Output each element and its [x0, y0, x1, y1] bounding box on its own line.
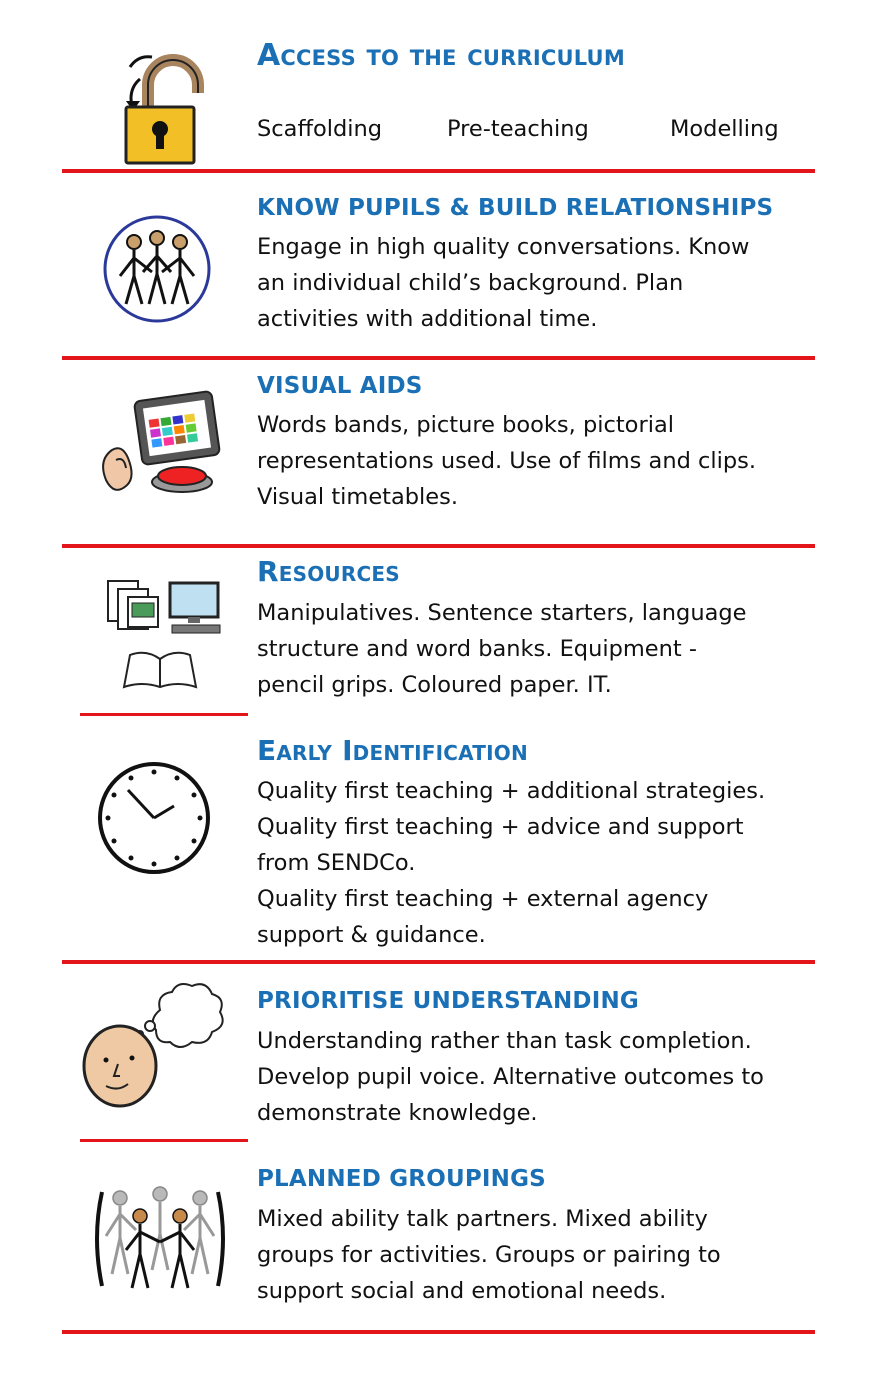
thinking-face-icon — [80, 982, 224, 1110]
body-line: Mixed ability talk partners. Mixed ability — [257, 1206, 708, 1232]
section-heading: KNOW PUPILS & BUILD RELATIONSHIPS — [257, 195, 774, 221]
body-line: support & guidance. — [257, 922, 486, 948]
body-line: Quality first teaching + additional strategies. — [257, 778, 766, 804]
body-line: Quality first teaching + external agency — [257, 886, 709, 912]
section-body — [257, 407, 756, 515]
section-heading: Early Identification — [257, 734, 528, 767]
divider — [62, 356, 815, 360]
body-line: Manipulatives. Sentence starters, language — [257, 600, 747, 626]
body-line: support social and emotional needs. — [257, 1278, 667, 1304]
section-body — [257, 1201, 721, 1309]
section-body — [257, 773, 765, 953]
body-line: Quality first teaching + advice and support — [257, 814, 744, 840]
body-line: an individual child’s background. Plan — [257, 270, 684, 296]
people-in-circle-icon — [102, 214, 212, 324]
section-body — [257, 1023, 764, 1131]
padlock-open-icon — [118, 45, 218, 170]
section-body — [257, 229, 749, 337]
body-line: activities with additional time. — [257, 306, 598, 332]
body-line: pencil grips. Coloured paper. IT. — [257, 672, 612, 698]
divider — [62, 544, 815, 548]
books-computer-icon — [104, 577, 224, 691]
section-heading: Access to the curriculum — [257, 38, 625, 73]
divider — [62, 1330, 815, 1334]
body-line: Understanding rather than task completion. — [257, 1028, 752, 1054]
section-heading: VISUAL AIDS — [257, 373, 423, 399]
body-line: demonstrate knowledge. — [257, 1100, 538, 1126]
body-line: groups for activities. Groups or pairing to — [257, 1242, 721, 1268]
divider — [62, 960, 815, 964]
divider — [62, 169, 815, 173]
body-line: structure and word banks. Equipment - — [257, 636, 697, 662]
body-line: from SENDCo. — [257, 850, 416, 876]
section-heading: Resources — [257, 555, 400, 588]
body-line: Words bands, picture books, pictorial — [257, 412, 674, 438]
divider — [80, 713, 248, 716]
section-heading: PRIORITISE UNDERSTANDING — [257, 988, 640, 1014]
group-of-people-icon — [92, 1182, 228, 1294]
section-heading: PLANNED GROUPINGS — [257, 1166, 546, 1192]
body-line: representations used. Use of films and clips. — [257, 448, 757, 474]
keyword-pre-teaching: Pre-teaching — [447, 116, 589, 142]
body-line: Develop pupil voice. Alternative outcomes to — [257, 1064, 764, 1090]
body-line: Engage in high quality conversations. Know — [257, 234, 750, 260]
section-body — [257, 595, 747, 703]
keyword-scaffolding: Scaffolding — [257, 116, 383, 142]
clock-icon — [96, 760, 212, 876]
keyword-modelling: Modelling — [670, 116, 779, 142]
tablet-ear-button-icon — [96, 388, 226, 500]
divider — [80, 1139, 248, 1142]
body-line: Visual timetables. — [257, 484, 459, 510]
